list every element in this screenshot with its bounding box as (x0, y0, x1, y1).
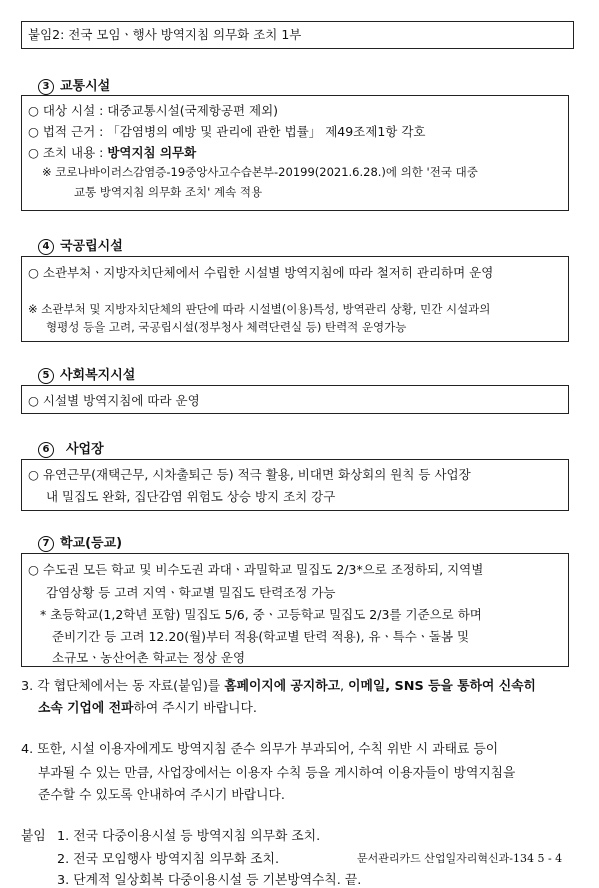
attachments-label: 붙임 (21, 829, 46, 844)
note-line: * 초등학교(1,2학년 포함) 밀집도 5/6, 중ㆍ고등학교 밀집도 2/3를 기준으로 하며 (40, 607, 482, 622)
paragraph-4-line-2: 부과될 수 있는 만큼, 사업장에서는 이용자 수칙 등을 게시하여 이용자들이 방역지침을 (38, 766, 516, 781)
note-line: 소규모ㆍ농산어촌 학교는 정상 운영 (52, 650, 246, 665)
section-number-circle: 7 (38, 536, 54, 552)
attachment-header-box (21, 21, 574, 49)
section-title: 국공립시설 (60, 239, 123, 254)
section-number-circle: 3 (38, 79, 54, 95)
paragraph-3-line-2: 소속 기업에 전파하여 주시기 바랍니다. (38, 701, 257, 716)
section-number-circle: 4 (38, 239, 54, 255)
text-line: ○ 소관부처ㆍ지방자치단체에서 수립한 시설별 방역지침에 따라 철저히 관리하며 운영 (28, 265, 494, 280)
section-title: 사업장 (66, 442, 104, 457)
text-line: ○ 수도권 모든 학교 및 비수도권 과대ㆍ과밀학교 밀집도 2/3*으로 조정하되, 지역별 (28, 562, 484, 577)
paragraph-4-line-3: 준수할 수 있도록 안내하여 주시기 바랍니다. (38, 788, 285, 803)
document-code: 문서관리카드 산업일자리혁신과-134 5 - 4 (357, 852, 563, 865)
section-welfare-heading (38, 364, 135, 384)
section-title: 학교(등교) (60, 536, 123, 551)
paragraph-3-line-1: 3. 각 협단체에서는 동 자료(붙임)를 홈페이지에 공지하고, 이메일, SNS 등을 통하여 신속히 (21, 679, 536, 694)
paragraph-4-line-1: 4. 또한, 시설 이용자에게도 방역지침 준수 의무가 부과되어, 수칙 위반 시 과태료 등이 (21, 742, 499, 757)
section-number-circle: 6 (38, 442, 54, 458)
bold-text: 이메일, SNS 등을 통하여 신속히 (348, 679, 536, 694)
section-school-box (21, 553, 569, 667)
attachment-item: 3. 단계적 일상회복 다중이용시설 등 기본방역수칙. 끝. (57, 873, 362, 888)
section-transport-box (21, 95, 569, 211)
text-line: ○ 시설별 방역지침에 따라 운영 (28, 393, 200, 408)
text-line: ○ 조치 내용 : 방역지침 의무화 (28, 145, 197, 160)
attachment-item: 2. 전국 모임행사 방역지침 의무화 조치. (57, 852, 280, 867)
note-line: 형평성 등을 고려, 국공립시설(정부청사 체력단련실 등) 탄력적 운영가능 (46, 320, 407, 334)
section-school-heading (38, 532, 122, 552)
text-line: ○ 법적 근거 : 「감염병의 예방 및 관리에 관한 법률」 제49조제1항 각호 (28, 124, 426, 139)
section-public-facility-heading (38, 235, 123, 255)
section-title: 교통시설 (60, 79, 111, 94)
bold-text: 소속 기업에 전파 (38, 701, 134, 716)
note-line: 준비기간 등 고려 12.20(월)부터 적용(학교별 탄력 적용), 유ㆍ특수ㆍ돌봄 및 (52, 629, 470, 644)
text-line: ○ 유연근무(재택근무, 시차출퇴근 등) 적극 활용, 비대면 화상회의 원칙 등 사업장 (28, 467, 471, 482)
section-public-facility-box (21, 256, 569, 342)
section-workplace-heading (38, 438, 104, 458)
note-line: ※ 코로나바이러스감염증-19중앙사고수습본부-20199(2021.6.28.)에 의한 '전국 대중 (42, 165, 478, 179)
text-line: ○ 대상 시설 : 대중교통시설(국제항공편 제외) (28, 103, 279, 118)
note-line: 교통 방역지침 의무화 조치' 계속 적용 (74, 185, 263, 199)
section-title: 사회복지시설 (60, 368, 136, 383)
attachment-header-title: 붙임2: 전국 모임ㆍ행사 방역지침 의무화 조치 1부 (28, 27, 302, 42)
section-transport-heading (38, 75, 110, 95)
bold-text: 홈페이지에 공지하고 (224, 679, 340, 694)
bold-inline: 방역지침 의무화 (107, 145, 197, 160)
section-workplace-box (21, 459, 569, 511)
section-number-circle: 5 (38, 368, 54, 384)
section-welfare-box (21, 385, 569, 414)
text-line: 감염상황 등 고려 지역ㆍ학교별 밀집도 탄력조정 가능 (46, 585, 336, 600)
note-line: ※ 소관부처 및 지방자치단체의 판단에 따라 시설별(이용)특성, 방역관리 상황, 민간 시설과의 (28, 302, 491, 316)
text-line: 내 밀집도 완화, 집단감염 위험도 상승 방지 조치 강구 (46, 489, 336, 504)
attachment-item: 1. 전국 다중이용시설 등 방역지침 의무화 조치. (57, 829, 321, 844)
